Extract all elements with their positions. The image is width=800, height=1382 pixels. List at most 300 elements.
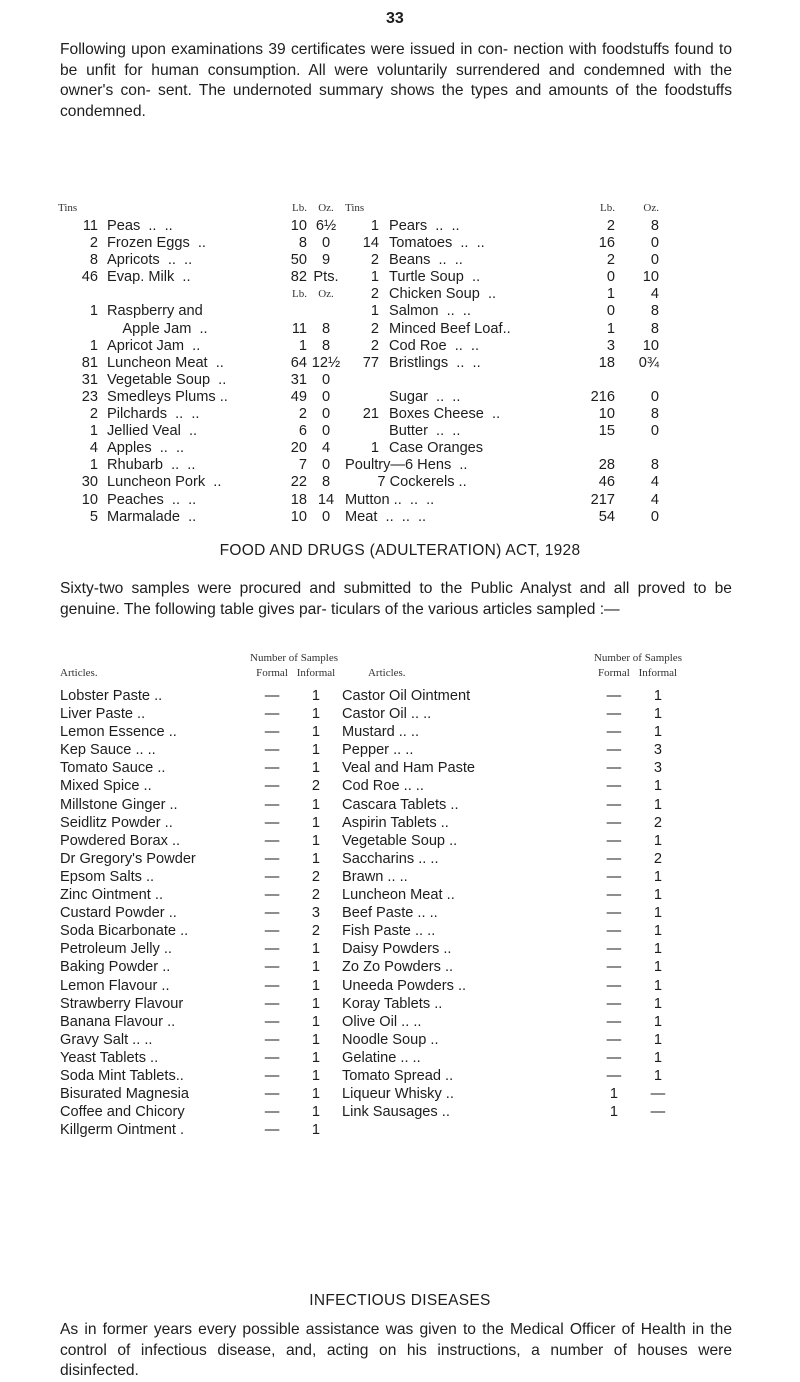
samples-row: [60, 977, 682, 995]
article-name-2: Noodle Soup ..: [341, 1031, 439, 1048]
article-name: Soda Bicarbonate ..: [60, 923, 189, 940]
tins-count: 1: [89, 423, 98, 440]
tins-count-2: [345, 389, 389, 406]
formal-count: —: [264, 1031, 280, 1048]
food-drugs-act-heading: FOOD AND DRUGS (ADULTERATION) ACT, 1928: [219, 542, 581, 559]
article-name-2: Veal and Ham Paste: [341, 760, 476, 777]
formal-count-2: —: [606, 887, 622, 904]
oz-value: 0: [321, 423, 331, 440]
oz-value: Oz.: [318, 288, 334, 301]
formal-count: —: [264, 814, 280, 831]
lb-value-2: 217: [590, 491, 615, 508]
lb-value-2: 216: [590, 388, 615, 405]
food-item-2: Chicken Soup ..: [389, 286, 497, 303]
lb-value: 6: [298, 423, 307, 440]
tins-count: 30: [81, 474, 98, 491]
formal-count-2: —: [606, 1013, 622, 1030]
food-item: Smedleys Plums ..: [107, 388, 228, 405]
food-item: Apricots .. ..: [107, 252, 193, 269]
oz-value-2: 0: [650, 235, 659, 252]
samples-row: [60, 723, 682, 741]
article-name-2: Castor Oil Ointment: [341, 688, 471, 704]
foods-row: [58, 269, 663, 286]
informal-count-2: —: [650, 1086, 666, 1103]
food-item-2: Butter .. ..: [389, 423, 461, 440]
informal-count: 3: [311, 905, 321, 922]
food-item: Marmalade ..: [107, 508, 197, 525]
informal-count: 1: [311, 1067, 321, 1084]
samples-row: [60, 995, 682, 1013]
informal-count-2: 3: [653, 742, 662, 759]
foods-row: [58, 286, 663, 303]
formal-count: —: [264, 760, 280, 777]
informal-count-2: 1: [653, 688, 662, 704]
samples-row: [60, 832, 682, 850]
article-name-2: [338, 1121, 594, 1139]
formal-count: —: [264, 959, 280, 976]
informal-count: 1: [311, 742, 321, 759]
foods-row: [58, 406, 663, 423]
formal-count-2: —: [606, 905, 622, 922]
article-name: Zinc Ointment ..: [60, 887, 163, 904]
oz-value-2: 8: [650, 320, 659, 337]
lb-value: [283, 303, 307, 320]
article-name-2: Vegetable Soup ..: [341, 832, 458, 849]
food-item: Luncheon Pork ..: [107, 474, 222, 491]
informal-header-2: Informal: [638, 667, 678, 679]
article-name-2: Saccharins .. ..: [341, 850, 439, 867]
formal-count: —: [264, 1122, 280, 1139]
tins-count-2: 2: [370, 320, 379, 337]
formal-count: —: [264, 1086, 280, 1103]
tins-count: 1: [89, 457, 98, 474]
food-item: Jellied Veal ..: [107, 423, 198, 440]
lb-header-2: Lb.: [600, 202, 615, 214]
article-name: Gravy Salt .. ..: [60, 1031, 153, 1048]
number-of-samples-header-2: Number of Samples: [593, 652, 682, 664]
food-item-2: Salmon .. ..: [389, 303, 471, 320]
lb-value: 7: [298, 457, 307, 474]
samples-row: [60, 705, 682, 723]
article-name-2: Cod Roe .. ..: [341, 778, 424, 795]
tins-count: [58, 321, 107, 338]
oz-value: 14: [317, 491, 335, 508]
informal-count-2: 1: [653, 887, 662, 904]
informal-count: 2: [311, 868, 321, 885]
formal-count-2: —: [606, 814, 622, 831]
informal-count: 1: [311, 832, 321, 849]
oz-value: 0: [321, 508, 331, 525]
food-item: Peaches .. ..: [107, 491, 197, 508]
formal-count: —: [264, 995, 280, 1012]
oz-value-2: 0: [650, 252, 659, 269]
lb-value: 50: [290, 252, 307, 269]
food-item-2: Pears .. ..: [389, 218, 460, 234]
oz-value: Pts.: [313, 269, 339, 286]
foods-row: [58, 303, 663, 320]
informal-count: 1: [311, 941, 321, 958]
informal-count: 1: [311, 1122, 321, 1139]
foods-row: [58, 321, 663, 338]
foods-header-row: [58, 200, 663, 218]
food-item-2: Minced Beef Loaf..: [389, 320, 511, 337]
informal-count-2: 1: [653, 941, 662, 958]
informal-count-2: [634, 1121, 682, 1139]
food-item-2: Beans .. ..: [389, 252, 463, 269]
tins-count: 81: [81, 354, 98, 371]
lb-header: Lb.: [292, 202, 307, 214]
article-name: Petroleum Jelly ..: [60, 941, 172, 958]
samples-row: [60, 958, 682, 976]
oz-value-2: 0¾: [638, 354, 659, 371]
informal-count: 1: [311, 724, 321, 741]
food-item: Apple Jam ..: [107, 320, 208, 337]
lb-value-2: 2: [606, 218, 615, 234]
article-name: Tomato Sauce ..: [60, 760, 166, 777]
samples-row: [60, 1067, 682, 1085]
tins-count-2: 14: [362, 235, 379, 252]
formal-count: —: [264, 724, 280, 741]
samples-row: [60, 1031, 682, 1049]
article-name-2: Daisy Powders ..: [341, 941, 452, 958]
article-name: Epsom Salts ..: [60, 868, 155, 885]
formal-count-2: —: [606, 1049, 622, 1066]
informal-count: 1: [311, 1013, 321, 1030]
lb-value-2: 54: [598, 508, 615, 525]
formal-count-2: —: [606, 1031, 622, 1048]
food-item: Raspberry and: [107, 303, 203, 320]
formal-count: —: [264, 1104, 280, 1121]
food-item-2: Cod Roe .. ..: [389, 337, 480, 354]
infectious-diseases-heading: INFECTIOUS DISEASES: [309, 1292, 491, 1309]
samples-paragraph: Sixty-two samples were procured and submitted to the Public Analyst and all proved to be genuine. The following table gives par- ticulars of the various articles sampled :—: [60, 580, 732, 618]
article-name-2: Brawn .. ..: [341, 868, 408, 885]
samples-row: [60, 922, 682, 940]
article-name: Lemon Flavour ..: [60, 977, 170, 994]
informal-header: Informal: [296, 667, 336, 679]
food-item: [107, 286, 283, 303]
samples-row: [60, 759, 682, 777]
lb-value: 18: [290, 491, 307, 508]
tins-count-2: 2: [370, 286, 379, 303]
article-name: Seidlitz Powder ..: [60, 814, 173, 831]
formal-count: —: [264, 923, 280, 940]
samples-row: [60, 741, 682, 759]
samples-row: [60, 687, 682, 705]
formal-count: —: [264, 1067, 280, 1084]
formal-count: —: [264, 977, 280, 994]
formal-count-2: —: [606, 778, 622, 795]
tins-count: 1: [89, 303, 98, 320]
foods-row: [58, 440, 663, 457]
articles-header-2: Articles.: [367, 667, 406, 679]
article-name: Powdered Borax ..: [60, 832, 181, 849]
formal-count-2: —: [606, 959, 622, 976]
samples-header-row-2: [60, 666, 682, 687]
article-name-2: Koray Tablets ..: [341, 995, 443, 1012]
informal-count-2: 1: [653, 778, 662, 795]
formal-count-2: —: [606, 977, 622, 994]
formal-count-2: —: [606, 742, 622, 759]
informal-count: 2: [311, 887, 321, 904]
lb-value: 11: [291, 320, 307, 337]
formal-count: —: [264, 688, 280, 704]
formal-count-2: —: [606, 1067, 622, 1084]
article-name: Killgerm Ointment .: [60, 1122, 185, 1139]
oz-value: 0: [321, 235, 331, 252]
tins-count-2: [345, 372, 389, 389]
lb-value: 31: [290, 371, 307, 388]
lb-value-2: 3: [606, 337, 615, 354]
tins-count: 11: [82, 218, 98, 234]
lb-value: Lb.: [292, 288, 307, 301]
samples-row: [60, 850, 682, 868]
tins-count-2: 21: [362, 406, 379, 423]
article-name: Coffee and Chicory: [60, 1104, 185, 1121]
informal-count: 1: [311, 1049, 321, 1066]
oz-value: 12½: [311, 354, 341, 371]
informal-count-2: 1: [653, 923, 662, 940]
food-item-2: Case Oranges: [389, 440, 484, 457]
article-name-2: Fish Paste .. ..: [341, 923, 436, 940]
intro-paragraph: Following upon examinations 39 certificates were issued in con- nection with foodstuffs found to be unfit for human consumption. All were voluntarily surrendered and condemned with the owner's con- sent. The undernoted summary shows the types and amounts of the foodstuffs condemned.: [60, 41, 732, 120]
formal-count: —: [264, 796, 280, 813]
formal-count: —: [264, 850, 280, 867]
tins-count: 1: [89, 337, 98, 354]
tins-count-2: [345, 423, 389, 440]
formal-count-2: —: [606, 868, 622, 885]
food-item-2: 7 Cockerels ..: [345, 474, 467, 491]
article-name-2: Luncheon Meat ..: [341, 887, 455, 904]
informal-count: 1: [311, 995, 321, 1012]
informal-count-2: 1: [653, 1049, 662, 1066]
formal-header-2: Formal: [597, 667, 630, 679]
oz-value-2: 10: [642, 269, 659, 286]
article-name: Dr Gregory's Powder: [60, 850, 196, 867]
article-name-2: Olive Oil .. ..: [341, 1013, 422, 1030]
foods-row: [58, 355, 663, 372]
oz-value-2: 0: [650, 388, 659, 405]
formal-count: —: [264, 905, 280, 922]
formal-count-2: —: [606, 688, 622, 704]
tins-count-2: 77: [362, 354, 379, 371]
oz-value-2: 8: [650, 406, 659, 423]
article-name-2: Aspirin Tablets ..: [341, 814, 449, 831]
article-name-2: Tomato Spread ..: [341, 1067, 454, 1084]
tins-count-2: 1: [370, 303, 379, 320]
oz-value-2: 10: [642, 337, 659, 354]
informal-count: 2: [311, 923, 321, 940]
lb-value-2: [585, 372, 615, 389]
formal-count: —: [264, 868, 280, 885]
informal-count-2: 1: [653, 724, 662, 741]
article-name-2: Uneeda Powders ..: [341, 977, 467, 994]
lb-value-2: 18: [598, 354, 615, 371]
food-item: Frozen Eggs ..: [107, 235, 206, 252]
tins-count-2: 2: [370, 337, 379, 354]
samples-row: [60, 777, 682, 795]
foods-row: [58, 252, 663, 269]
oz-value: 0: [321, 406, 331, 423]
oz-value: 8: [321, 320, 331, 337]
lb-value: 20: [290, 440, 307, 457]
oz-header-2: Oz.: [643, 202, 659, 214]
formal-count-2: 1: [609, 1086, 618, 1103]
lb-value: 8: [298, 235, 307, 252]
foods-row: [58, 372, 663, 389]
lb-value: 49: [290, 388, 307, 405]
foods-row: [58, 389, 663, 406]
tins-count: 5: [89, 508, 98, 525]
samples-row: [60, 886, 682, 904]
food-item-2: Sugar .. ..: [389, 388, 461, 405]
informal-count: 1: [311, 760, 321, 777]
food-item-2: [389, 372, 585, 389]
lb-value: 10: [290, 218, 307, 234]
informal-count: 1: [311, 959, 321, 976]
informal-count-2: 1: [653, 1031, 662, 1048]
formal-count: —: [264, 941, 280, 958]
lb-value-2: 0: [606, 269, 615, 286]
oz-value-2: 8: [650, 218, 659, 234]
formal-count-2: —: [606, 724, 622, 741]
article-name-2: Gelatine .. ..: [341, 1049, 421, 1066]
article-name-2: Castor Oil .. ..: [341, 706, 432, 723]
article-name: Lobster Paste ..: [60, 688, 163, 704]
informal-count-2: 1: [653, 1067, 662, 1084]
lb-value: 2: [298, 406, 307, 423]
food-item: Evap. Milk ..: [107, 269, 191, 286]
foods-row: [58, 509, 663, 526]
informal-count-2: 1: [653, 832, 662, 849]
informal-count-2: —: [650, 1104, 666, 1121]
oz-header: Oz.: [318, 202, 334, 214]
informal-count: 1: [311, 1031, 321, 1048]
oz-value-2: [615, 372, 663, 389]
formal-count: —: [264, 1013, 280, 1030]
samples-row: [60, 868, 682, 886]
informal-count-2: 1: [653, 706, 662, 723]
tins-header-2: Tins: [345, 202, 365, 214]
samples-row: [60, 1121, 682, 1139]
oz-value: 4: [321, 440, 331, 457]
foods-row: [58, 338, 663, 355]
food-item: Apricot Jam ..: [107, 337, 201, 354]
tins-count: 2: [89, 406, 98, 423]
article-name-2: Pepper .. ..: [341, 742, 414, 759]
tins-count-2: 2: [370, 252, 379, 269]
lb-value-2: 46: [598, 474, 615, 491]
number-of-samples-header: Number of Samples: [250, 652, 338, 664]
article-name-2: Zo Zo Powders ..: [341, 959, 454, 976]
oz-value: 8: [321, 474, 331, 491]
oz-value-2: 4: [650, 491, 659, 508]
tins-count-2: 1: [370, 218, 379, 234]
formal-count-2: —: [606, 796, 622, 813]
food-item-2: Tomatoes .. ..: [389, 235, 485, 252]
article-name-2: Link Sausages ..: [341, 1104, 450, 1121]
oz-value: 9: [321, 252, 331, 269]
formal-count-2: —: [606, 850, 622, 867]
tins-count-2: 1: [370, 440, 379, 457]
article-name-2: Cascara Tablets ..: [341, 796, 459, 813]
samples-row: [60, 1085, 682, 1103]
oz-value-2: [615, 440, 663, 457]
oz-value-2: 8: [650, 457, 659, 474]
food-item-2: Meat .. .. ..: [345, 508, 427, 525]
food-item: Pilchards .. ..: [107, 406, 200, 423]
article-name: Bisurated Magnesia: [60, 1086, 189, 1103]
article-name: Baking Powder ..: [60, 959, 171, 976]
lb-value-2: 1: [606, 320, 615, 337]
article-name: Mixed Spice ..: [60, 778, 152, 795]
food-item: Peas .. ..: [107, 218, 173, 234]
informal-count: 1: [311, 796, 321, 813]
tins-count: 31: [81, 371, 98, 388]
article-name: Banana Flavour ..: [60, 1013, 176, 1030]
informal-count-2: 2: [653, 850, 662, 867]
formal-header: Formal: [256, 667, 288, 679]
tins-count: 10: [81, 491, 98, 508]
lb-value: 82: [290, 269, 307, 286]
samples-row: [60, 1103, 682, 1121]
article-name-2: Beef Paste .. ..: [341, 905, 438, 922]
tins-count: 2: [89, 235, 98, 252]
informal-count: 1: [311, 1104, 321, 1121]
lb-value-2: 10: [598, 406, 615, 423]
informal-count: 1: [311, 688, 321, 704]
article-name: Liver Paste ..: [60, 706, 146, 723]
samples-row: [60, 1049, 682, 1067]
oz-value: 0: [321, 371, 331, 388]
article-name: Soda Mint Tablets..: [60, 1067, 184, 1084]
informal-count: 2: [311, 778, 321, 795]
oz-value: 0: [321, 457, 331, 474]
lb-value-2: 16: [598, 235, 615, 252]
formal-count-2: —: [606, 995, 622, 1012]
informal-count-2: 1: [653, 977, 662, 994]
lb-value: 10: [290, 508, 307, 525]
oz-value: 8: [321, 337, 331, 354]
lb-value: 22: [290, 474, 307, 491]
oz-value-2: 4: [650, 286, 659, 303]
article-name-2: Liqueur Whisky ..: [341, 1086, 454, 1103]
lb-value-2: 28: [598, 457, 615, 474]
informal-count: 1: [311, 1086, 321, 1103]
tins-count-2: 1: [370, 269, 379, 286]
formal-count-2: 1: [609, 1104, 618, 1121]
informal-count-2: 1: [653, 796, 662, 813]
tins-count: [58, 286, 107, 303]
informal-count-2: 1: [653, 905, 662, 922]
article-name: Yeast Tablets ..: [60, 1049, 159, 1066]
food-item: Rhubarb .. ..: [107, 457, 196, 474]
informal-count-2: 1: [653, 995, 662, 1012]
samples-row: [60, 940, 682, 958]
informal-count-2: 1: [653, 1013, 662, 1030]
informal-count: 1: [311, 850, 321, 867]
infectious-paragraph: As in former years every possible assistance was given to the Medical Officer of Health in the control of infectious disease, and, acting on his instructions, a number of houses were disinfected.: [60, 1321, 732, 1380]
lb-value: 1: [298, 337, 307, 354]
oz-value-2: 4: [650, 474, 659, 491]
oz-value-2: 0: [650, 508, 659, 525]
foods-row: [58, 218, 663, 235]
article-name: Lemon Essence ..: [60, 724, 177, 741]
foods-row: [58, 423, 663, 440]
tins-count: 46: [81, 269, 98, 286]
formal-count-2: —: [606, 941, 622, 958]
samples-row: [60, 904, 682, 922]
